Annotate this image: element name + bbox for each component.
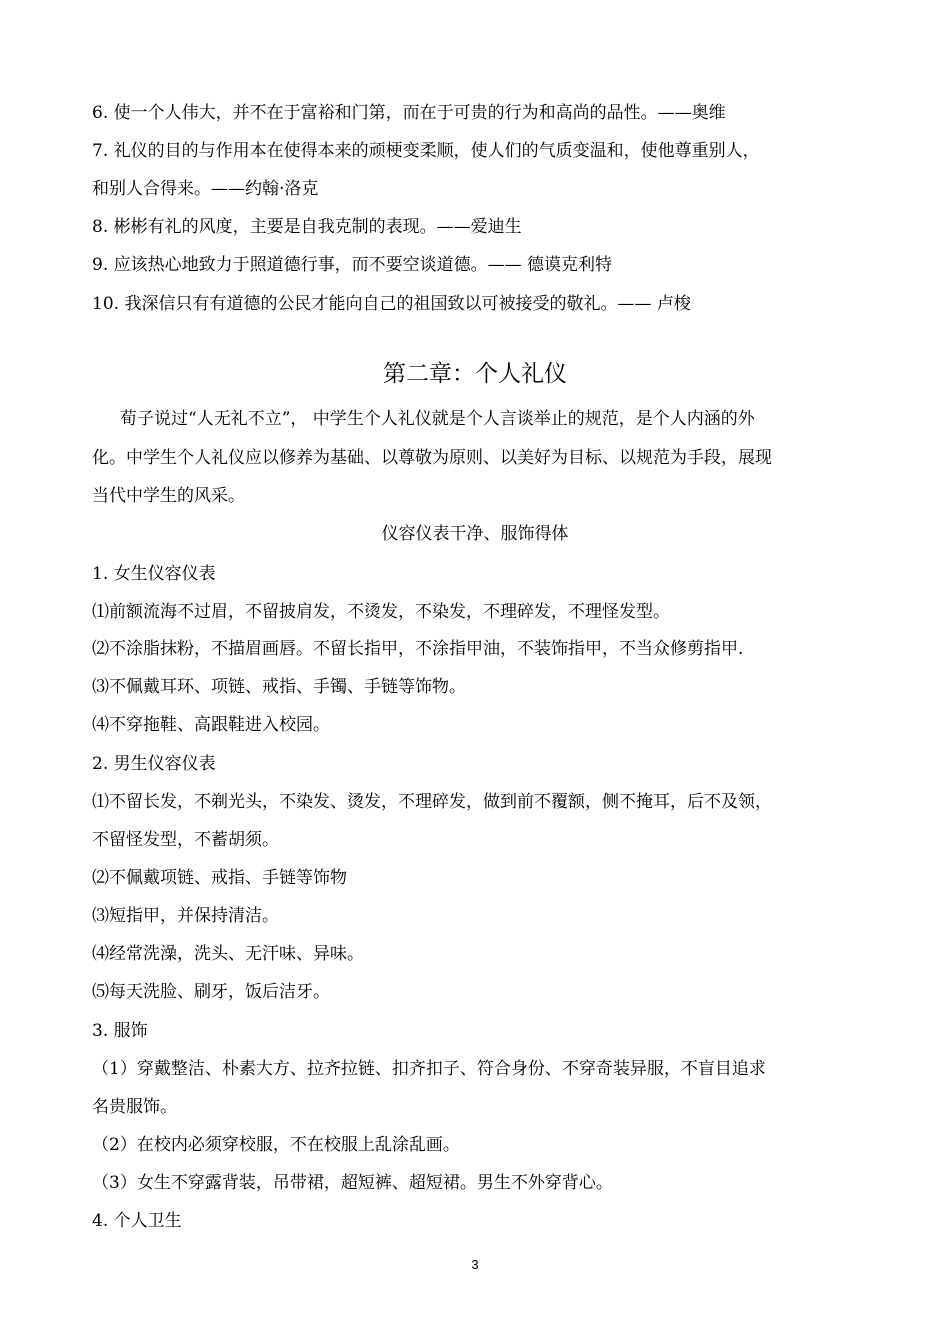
list-item: ⑴不留长发，不剃光头，不染发、烫发，不理碎发，做到前不覆额，侧不掩耳，后不及领， bbox=[92, 792, 772, 812]
list-item: （2）在校内必须穿校服，不在校服上乱涂乱画。 bbox=[92, 1135, 460, 1155]
quote-line: 6. 使一个人伟大，并不在于富裕和门第，而在于可贵的行为和高尚的品性。——奥维 bbox=[92, 103, 726, 123]
section-title: 仪容仪表干净、服饰得体 bbox=[381, 524, 569, 544]
list-item: ⑷不穿拖鞋、高跟鞋进入校园。 bbox=[92, 715, 330, 735]
list-item: （3）女生不穿露背装，吊带裙，超短裤、超短裙。男生不外穿背心。 bbox=[92, 1173, 613, 1193]
list-item: 不留怪发型，不蓄胡须。 bbox=[92, 830, 279, 850]
quote-line: 7. 礼仪的目的与作用本在使得本来的顽梗变柔顺，使人们的气质变温和，使他尊重别人， bbox=[92, 141, 760, 161]
item-heading: 3. 服饰 bbox=[92, 1021, 148, 1041]
quote-line: 和别人合得来。——约翰·洛克 bbox=[92, 179, 319, 199]
quote-line: 10. 我深信只有有道德的公民才能向自己的祖国致以可被接受的敬礼。—— 卢梭 bbox=[92, 294, 691, 314]
quote-line: 8. 彬彬有礼的风度，主要是自我克制的表现。——爱迪生 bbox=[92, 217, 522, 237]
item-heading: 4. 个人卫生 bbox=[92, 1211, 182, 1231]
list-item: ⑷经常洗澡，洗头、无汗味、异味。 bbox=[92, 944, 364, 964]
list-item: （1）穿戴整洁、朴素大方、拉齐拉链、扣齐扣子、符合身份、不穿奇装异服，不盲目追求 bbox=[92, 1059, 766, 1079]
intro-line: 化。中学生个人礼仪应以修养为基础、以尊敬为原则、以美好为目标、以规范为手段，展现 bbox=[92, 448, 772, 468]
item-heading: 1. 女生仪容仪表 bbox=[92, 564, 216, 584]
list-item: 名贵服饰。 bbox=[92, 1097, 177, 1117]
page-number: 3 bbox=[471, 1257, 479, 1272]
chapter-title: 第二章：个人礼仪 bbox=[383, 361, 567, 387]
quote-line: 9. 应该热心地致力于照道德行事，而不要空谈道德。—— 德谟克利特 bbox=[92, 255, 613, 275]
list-item: ⑶短指甲，并保持清洁。 bbox=[92, 906, 279, 926]
list-item: ⑶不佩戴耳环、项链、戒指、手镯、手链等饰物。 bbox=[92, 677, 466, 697]
list-item: ⑸每天洗脸、刷牙，饭后洁牙。 bbox=[92, 982, 330, 1002]
intro-line: 荀子说过“人无礼不立”， 中学生个人礼仪就是个人言谈举止的规范，是个人内涵的外 bbox=[120, 409, 755, 429]
list-item: ⑵不涂脂抹粉，不描眉画唇。不留长指甲，不涂指甲油，不装饰指甲，不当众修剪指甲. bbox=[92, 639, 744, 659]
item-heading: 2. 男生仪容仪表 bbox=[92, 754, 216, 774]
list-item: ⑵不佩戴项链、戒指、手链等饰物 bbox=[92, 868, 347, 888]
intro-line: 当代中学生的风采。 bbox=[92, 486, 245, 506]
list-item: ⑴前额流海不过眉，不留披肩发，不烫发，不染发，不理碎发，不理怪发型。 bbox=[92, 602, 670, 622]
